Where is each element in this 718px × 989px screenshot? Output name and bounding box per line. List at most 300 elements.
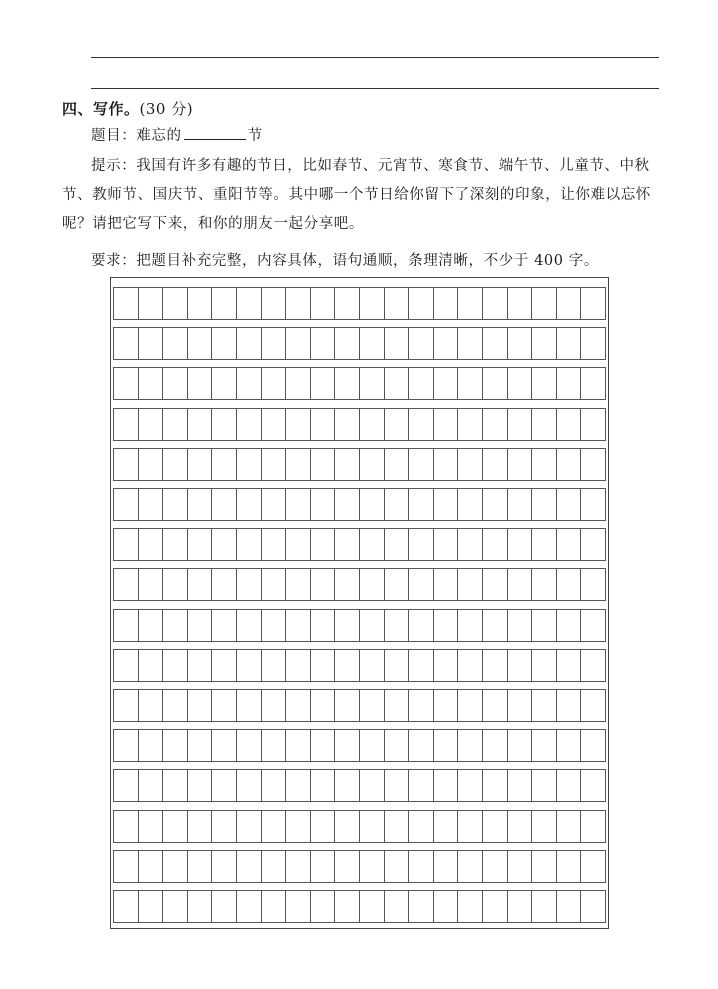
grid-cell[interactable] [360,850,385,883]
grid-cell[interactable] [458,367,483,400]
grid-cell[interactable] [286,689,311,722]
grid-cell[interactable] [311,408,336,441]
grid-cell[interactable] [286,609,311,642]
grid-cell[interactable] [557,609,582,642]
grid-cell[interactable] [532,689,557,722]
grid-cell[interactable] [139,287,164,320]
grid-cell[interactable] [434,367,459,400]
grid-cell[interactable] [508,287,533,320]
grid-cell[interactable] [458,408,483,441]
grid-cell[interactable] [458,448,483,481]
grid-cell[interactable] [212,609,237,642]
grid-cell[interactable] [434,850,459,883]
grid-cell[interactable] [434,810,459,843]
grid-cell[interactable] [385,810,410,843]
grid-cell[interactable] [385,850,410,883]
grid-cell[interactable] [139,649,164,682]
grid-cell[interactable] [139,488,164,521]
grid-cell[interactable] [532,729,557,762]
grid-cell[interactable] [532,367,557,400]
grid-cell[interactable] [188,327,213,360]
grid-cell[interactable] [139,448,164,481]
grid-cell[interactable] [262,850,287,883]
grid-cell[interactable] [360,649,385,682]
grid-cell[interactable] [581,287,606,320]
grid-cell[interactable] [311,488,336,521]
grid-cell[interactable] [237,448,262,481]
grid-cell[interactable] [532,649,557,682]
grid-cell[interactable] [113,327,139,360]
grid-cell[interactable] [581,890,606,923]
grid-cell[interactable] [557,568,582,601]
grid-cell[interactable] [113,568,139,601]
grid-cell[interactable] [409,448,434,481]
grid-cell[interactable] [581,528,606,561]
grid-cell[interactable] [113,649,139,682]
grid-cell[interactable] [458,609,483,642]
answer-line-2[interactable] [91,88,659,89]
grid-cell[interactable] [557,448,582,481]
grid-cell[interactable] [237,528,262,561]
grid-cell[interactable] [113,769,139,802]
grid-cell[interactable] [385,689,410,722]
grid-cell[interactable] [113,488,139,521]
grid-cell[interactable] [212,488,237,521]
grid-cell[interactable] [335,850,360,883]
grid-cell[interactable] [113,448,139,481]
grid-cell[interactable] [360,609,385,642]
grid-cell[interactable] [409,568,434,601]
grid-cell[interactable] [508,769,533,802]
grid-cell[interactable] [360,367,385,400]
grid-cell[interactable] [434,890,459,923]
grid-cell[interactable] [458,850,483,883]
grid-cell[interactable] [508,729,533,762]
grid-cell[interactable] [385,408,410,441]
grid-cell[interactable] [237,810,262,843]
grid-cell[interactable] [311,609,336,642]
grid-cell[interactable] [212,528,237,561]
grid-cell[interactable] [557,649,582,682]
grid-cell[interactable] [311,287,336,320]
grid-cell[interactable] [532,810,557,843]
grid-cell[interactable] [113,890,139,923]
grid-cell[interactable] [139,367,164,400]
grid-cell[interactable] [212,367,237,400]
grid-cell[interactable] [139,810,164,843]
grid-cell[interactable] [286,327,311,360]
grid-cell[interactable] [434,729,459,762]
grid-cell[interactable] [434,408,459,441]
grid-cell[interactable] [532,408,557,441]
grid-cell[interactable] [335,890,360,923]
grid-cell[interactable] [237,850,262,883]
grid-cell[interactable] [163,649,188,682]
grid-cell[interactable] [335,609,360,642]
grid-cell[interactable] [286,769,311,802]
grid-cell[interactable] [409,609,434,642]
grid-cell[interactable] [458,769,483,802]
grid-cell[interactable] [508,689,533,722]
grid-cell[interactable] [311,850,336,883]
grid-cell[interactable] [581,408,606,441]
grid-cell[interactable] [237,408,262,441]
grid-cell[interactable] [188,850,213,883]
grid-cell[interactable] [483,528,508,561]
grid-cell[interactable] [409,367,434,400]
grid-cell[interactable] [163,568,188,601]
grid-cell[interactable] [188,609,213,642]
grid-cell[interactable] [409,729,434,762]
grid-cell[interactable] [212,850,237,883]
grid-cell[interactable] [335,810,360,843]
grid-cell[interactable] [508,609,533,642]
grid-cell[interactable] [385,528,410,561]
grid-cell[interactable] [335,408,360,441]
grid-cell[interactable] [385,568,410,601]
grid-cell[interactable] [409,528,434,561]
grid-cell[interactable] [113,850,139,883]
grid-cell[interactable] [409,890,434,923]
grid-cell[interactable] [532,769,557,802]
grid-cell[interactable] [163,448,188,481]
grid-cell[interactable] [212,890,237,923]
grid-cell[interactable] [262,327,287,360]
grid-cell[interactable] [139,769,164,802]
grid-cell[interactable] [434,568,459,601]
grid-cell[interactable] [237,287,262,320]
grid-cell[interactable] [188,689,213,722]
grid-cell[interactable] [581,850,606,883]
grid-cell[interactable] [557,810,582,843]
grid-cell[interactable] [286,568,311,601]
grid-cell[interactable] [212,568,237,601]
grid-cell[interactable] [113,287,139,320]
grid-cell[interactable] [212,649,237,682]
grid-cell[interactable] [237,689,262,722]
grid-cell[interactable] [458,729,483,762]
grid-cell[interactable] [335,287,360,320]
grid-cell[interactable] [335,488,360,521]
grid-cell[interactable] [188,528,213,561]
grid-cell[interactable] [409,327,434,360]
grid-cell[interactable] [581,568,606,601]
grid-cell[interactable] [163,408,188,441]
grid-cell[interactable] [139,568,164,601]
grid-cell[interactable] [532,850,557,883]
grid-cell[interactable] [434,448,459,481]
grid-cell[interactable] [581,649,606,682]
grid-cell[interactable] [163,769,188,802]
grid-cell[interactable] [483,408,508,441]
grid-cell[interactable] [508,649,533,682]
grid-cell[interactable] [581,609,606,642]
grid-cell[interactable] [286,448,311,481]
grid-cell[interactable] [237,327,262,360]
grid-cell[interactable] [163,488,188,521]
grid-cell[interactable] [557,367,582,400]
grid-cell[interactable] [434,649,459,682]
grid-cell[interactable] [385,367,410,400]
grid-cell[interactable] [483,609,508,642]
grid-cell[interactable] [508,408,533,441]
grid-cell[interactable] [557,327,582,360]
grid-cell[interactable] [508,890,533,923]
grid-cell[interactable] [360,408,385,441]
grid-cell[interactable] [557,769,582,802]
grid-cell[interactable] [557,890,582,923]
grid-cell[interactable] [286,287,311,320]
grid-cell[interactable] [434,528,459,561]
grid-cell[interactable] [311,810,336,843]
grid-cell[interactable] [434,287,459,320]
grid-cell[interactable] [163,287,188,320]
grid-cell[interactable] [163,890,188,923]
grid-cell[interactable] [286,890,311,923]
grid-cell[interactable] [409,408,434,441]
grid-cell[interactable] [483,729,508,762]
grid-cell[interactable] [163,810,188,843]
grid-cell[interactable] [483,689,508,722]
grid-cell[interactable] [458,689,483,722]
grid-cell[interactable] [409,488,434,521]
grid-cell[interactable] [385,729,410,762]
grid-cell[interactable] [286,367,311,400]
grid-cell[interactable] [262,609,287,642]
grid-cell[interactable] [139,327,164,360]
grid-cell[interactable] [581,689,606,722]
grid-cell[interactable] [508,367,533,400]
grid-cell[interactable] [237,890,262,923]
grid-cell[interactable] [286,729,311,762]
grid-cell[interactable] [581,327,606,360]
grid-cell[interactable] [262,448,287,481]
grid-cell[interactable] [311,448,336,481]
grid-cell[interactable] [113,689,139,722]
grid-cell[interactable] [139,890,164,923]
grid-cell[interactable] [311,890,336,923]
grid-cell[interactable] [188,568,213,601]
grid-cell[interactable] [139,408,164,441]
grid-cell[interactable] [385,769,410,802]
grid-cell[interactable] [139,689,164,722]
grid-cell[interactable] [458,528,483,561]
grid-cell[interactable] [458,287,483,320]
grid-cell[interactable] [335,327,360,360]
grid-cell[interactable] [113,528,139,561]
grid-cell[interactable] [335,649,360,682]
grid-cell[interactable] [286,649,311,682]
grid-cell[interactable] [262,890,287,923]
grid-cell[interactable] [385,649,410,682]
grid-cell[interactable] [188,649,213,682]
grid-cell[interactable] [262,528,287,561]
grid-cell[interactable] [113,367,139,400]
grid-cell[interactable] [409,649,434,682]
grid-cell[interactable] [385,890,410,923]
grid-cell[interactable] [237,367,262,400]
grid-cell[interactable] [237,488,262,521]
grid-cell[interactable] [360,729,385,762]
grid-cell[interactable] [557,287,582,320]
grid-cell[interactable] [311,327,336,360]
grid-cell[interactable] [311,729,336,762]
grid-cell[interactable] [237,568,262,601]
grid-cell[interactable] [262,649,287,682]
grid-cell[interactable] [458,568,483,601]
grid-cell[interactable] [532,448,557,481]
grid-cell[interactable] [508,528,533,561]
grid-cell[interactable] [557,689,582,722]
grid-cell[interactable] [483,850,508,883]
answer-line-1[interactable] [91,57,659,58]
grid-cell[interactable] [483,448,508,481]
grid-cell[interactable] [113,408,139,441]
grid-cell[interactable] [188,810,213,843]
grid-cell[interactable] [557,850,582,883]
grid-cell[interactable] [557,488,582,521]
grid-cell[interactable] [212,769,237,802]
grid-cell[interactable] [385,287,410,320]
grid-cell[interactable] [262,689,287,722]
grid-cell[interactable] [581,769,606,802]
grid-cell[interactable] [360,528,385,561]
grid-cell[interactable] [188,488,213,521]
grid-cell[interactable] [458,649,483,682]
grid-cell[interactable] [532,287,557,320]
grid-cell[interactable] [360,769,385,802]
grid-cell[interactable] [508,488,533,521]
grid-cell[interactable] [508,327,533,360]
grid-cell[interactable] [286,850,311,883]
grid-cell[interactable] [335,448,360,481]
grid-cell[interactable] [532,528,557,561]
grid-cell[interactable] [262,729,287,762]
grid-cell[interactable] [286,810,311,843]
grid-cell[interactable] [262,568,287,601]
grid-cell[interactable] [188,769,213,802]
grid-cell[interactable] [188,408,213,441]
topic-blank[interactable] [184,125,246,140]
grid-cell[interactable] [212,408,237,441]
grid-cell[interactable] [237,649,262,682]
grid-cell[interactable] [483,287,508,320]
grid-cell[interactable] [409,287,434,320]
grid-cell[interactable] [360,327,385,360]
grid-cell[interactable] [409,769,434,802]
grid-cell[interactable] [311,689,336,722]
grid-cell[interactable] [360,287,385,320]
grid-cell[interactable] [212,729,237,762]
grid-cell[interactable] [212,689,237,722]
grid-cell[interactable] [262,810,287,843]
grid-cell[interactable] [237,729,262,762]
grid-cell[interactable] [139,729,164,762]
grid-cell[interactable] [409,810,434,843]
grid-cell[interactable] [311,367,336,400]
grid-cell[interactable] [188,367,213,400]
grid-cell[interactable] [483,890,508,923]
grid-cell[interactable] [237,769,262,802]
grid-cell[interactable] [532,890,557,923]
grid-cell[interactable] [335,769,360,802]
grid-cell[interactable] [532,609,557,642]
grid-cell[interactable] [311,769,336,802]
grid-cell[interactable] [360,890,385,923]
grid-cell[interactable] [262,367,287,400]
grid-cell[interactable] [212,448,237,481]
grid-cell[interactable] [532,568,557,601]
grid-cell[interactable] [286,408,311,441]
grid-cell[interactable] [385,488,410,521]
grid-cell[interactable] [483,488,508,521]
grid-cell[interactable] [434,327,459,360]
grid-cell[interactable] [212,327,237,360]
grid-cell[interactable] [557,528,582,561]
grid-cell[interactable] [163,689,188,722]
grid-cell[interactable] [458,810,483,843]
grid-cell[interactable] [360,568,385,601]
grid-cell[interactable] [139,528,164,561]
grid-cell[interactable] [434,609,459,642]
grid-cell[interactable] [163,850,188,883]
grid-cell[interactable] [262,408,287,441]
grid-cell[interactable] [385,448,410,481]
grid-cell[interactable] [360,488,385,521]
grid-cell[interactable] [262,287,287,320]
grid-cell[interactable] [335,367,360,400]
grid-cell[interactable] [311,528,336,561]
grid-cell[interactable] [335,568,360,601]
grid-cell[interactable] [311,568,336,601]
grid-cell[interactable] [458,488,483,521]
grid-cell[interactable] [508,448,533,481]
grid-cell[interactable] [532,488,557,521]
grid-cell[interactable] [483,367,508,400]
grid-cell[interactable] [212,287,237,320]
grid-cell[interactable] [581,729,606,762]
grid-cell[interactable] [113,729,139,762]
grid-cell[interactable] [458,890,483,923]
grid-cell[interactable] [311,649,336,682]
grid-cell[interactable] [237,609,262,642]
grid-cell[interactable] [508,810,533,843]
grid-cell[interactable] [188,287,213,320]
grid-cell[interactable] [163,528,188,561]
grid-cell[interactable] [557,729,582,762]
grid-cell[interactable] [335,528,360,561]
grid-cell[interactable] [385,327,410,360]
grid-cell[interactable] [139,609,164,642]
grid-cell[interactable] [483,769,508,802]
grid-cell[interactable] [163,367,188,400]
grid-cell[interactable] [335,689,360,722]
writing-grid[interactable] [110,277,609,929]
grid-cell[interactable] [385,609,410,642]
grid-cell[interactable] [434,488,459,521]
grid-cell[interactable] [581,488,606,521]
grid-cell[interactable] [532,327,557,360]
grid-cell[interactable] [163,327,188,360]
grid-cell[interactable] [262,769,287,802]
grid-cell[interactable] [113,810,139,843]
grid-cell[interactable] [360,448,385,481]
grid-cell[interactable] [557,408,582,441]
grid-cell[interactable] [286,528,311,561]
grid-cell[interactable] [483,810,508,843]
grid-cell[interactable] [262,488,287,521]
grid-cell[interactable] [581,448,606,481]
